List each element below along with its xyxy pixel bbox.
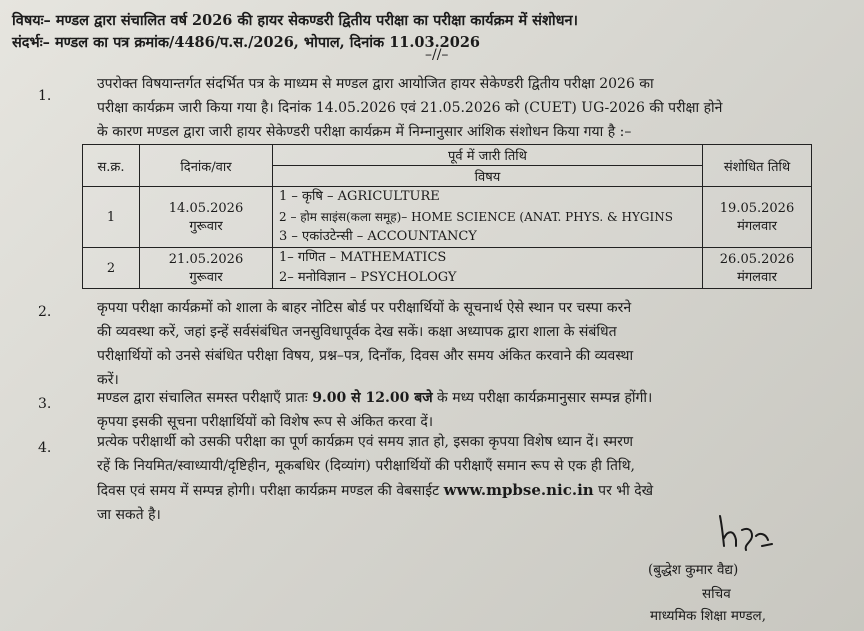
point-3-text — [97, 386, 839, 434]
point-2-line: कृपया परीक्षा कार्यक्रमों को शाला के बाहर नोटिस बोर्ड पर परीक्षार्थियों के सूचनार्थ ऐसे स्थान पर चस्पा करने — [97, 300, 632, 316]
point-2-line: की व्यवस्था करें, जहां इन्हें सर्वसंबंधित जनसुविधापूर्वक देख सकें। कक्षा अध्यापक द्वारा शाला के संबंधित — [97, 324, 617, 340]
point-1-line: उपरोक्त विषयान्तर्गत संदर्भित पत्र के माध्यम से मण्डल द्वारा आयोजित हायर सेकेण्डरी द्वितीय परीक्षा 2026 का — [97, 76, 654, 92]
point-4-line: रहें कि नियमित/स्वाध्यायी/दृष्टिहीन, मूकबधिर (दिव्यांग) परीक्षार्थियों की परीक्षाएँ समान रूप से एक ही तिथि, — [97, 458, 636, 474]
table-row — [83, 187, 812, 248]
row-revised-day: मंगलवार — [737, 269, 777, 285]
exam-time: 9.00 से 12.00 बजे — [312, 390, 433, 406]
row-revised-cell — [703, 187, 812, 248]
point-3-pre: मण्डल द्वारा संचालित समस्त परीक्षाएँ प्रातः — [97, 390, 313, 406]
row-revised-date: 19.05.2026 — [719, 200, 795, 216]
point-2-text — [97, 296, 839, 392]
col-previous-header: पूर्व में जारी तिथि — [273, 145, 703, 166]
signatory-designation: सचिव — [702, 586, 731, 602]
signature-mark — [716, 510, 786, 554]
point-4-number: 4. — [38, 440, 52, 456]
point-4-post: पर भी देखे — [593, 483, 654, 499]
row-date-cell — [140, 187, 273, 248]
subject-text: मण्डल द्वारा संचालित वर्ष 2026 की हायर सेकण्डरी द्वितीय परीक्षा का परीक्षा कार्यक्रम में संशोधन। — [55, 12, 579, 29]
signatory-organization: माध्यमिक शिक्षा मण्डल, — [650, 608, 767, 624]
point-2-number: 2. — [38, 304, 52, 320]
row-revised-date: 26.05.2026 — [719, 251, 795, 267]
point-2-line: परीक्षार्थियों को उनसे संबंधित परीक्षा विषय, प्रश्न–पत्र, दिनाँक, दिवस और समय अंकित करवाने की व्यवस्था — [97, 348, 634, 364]
reference-line — [12, 32, 480, 52]
point-3-number: 3. — [38, 396, 52, 412]
revision-table — [82, 144, 812, 289]
row-day: गुरूवार — [189, 218, 223, 234]
point-3-line: कृपया इसकी सूचना परीक्षार्थियों को विशेष रूप से अंकित करवा दें। — [97, 414, 434, 430]
row-date: 21.05.2026 — [168, 251, 244, 267]
subject-item: 2 – होम साइंस(कला समूह)– HOME SCIENCE (ANAT. PHYS. & HYGINS — [279, 210, 673, 224]
separator: –//– — [425, 47, 449, 63]
row-date: 14.05.2026 — [168, 200, 244, 216]
point-4-line — [97, 478, 839, 503]
point-1-line: के कारण मण्डल द्वारा जारी हायर सेकेण्डरी परीक्षा कार्यक्रम में निम्नानुसार आंशिक संशोधन किया गया है :– — [97, 124, 632, 140]
point-4-line: प्रत्येक परीक्षार्थी को उसकी परीक्षा का पूर्ण कार्यक्रम एवं समय ज्ञात हो, इसका कृपया विशेष ध्यान दें। स्मरण — [97, 434, 633, 450]
point-1-number: 1. — [38, 88, 52, 104]
row-serial: 2 — [83, 248, 140, 289]
row-subjects — [273, 248, 703, 289]
table-row — [83, 248, 812, 289]
row-revised-day: मंगलवार — [737, 218, 777, 234]
subject-item: 2– मनोविज्ञान – PSYCHOLOGY — [279, 270, 457, 285]
point-1-line: परीक्षा कार्यक्रम जारी किया गया है। दिनांक 14.05.2026 एवं 21.05.2026 को (CUET) UG-2026 की परीक्षा होने — [97, 100, 723, 116]
point-4-line: जा सकते है। — [97, 507, 161, 523]
col-revised-header: संशोधित तिथि — [703, 145, 812, 187]
col-subject-header: विषय — [273, 166, 703, 187]
row-subjects — [273, 187, 703, 248]
subject-item: 1 – कृषि – AGRICULTURE — [279, 189, 440, 204]
point-3-post: के मध्य परीक्षा कार्यक्रमानुसार सम्पन्न होंगी। — [432, 390, 653, 406]
col-date-header: दिनांक/वार — [140, 145, 273, 187]
subject-label: विषयः– — [12, 12, 51, 29]
subject-item: 1– गणित – MATHEMATICS — [279, 250, 447, 265]
signatory-name: (बुद्धेश कुमार वैद्य) — [648, 562, 739, 578]
row-serial: 1 — [83, 187, 140, 248]
col-serial-header: स.क्र. — [83, 145, 140, 187]
point-3-line — [97, 386, 839, 410]
row-day: गुरूवार — [189, 269, 223, 285]
reference-text: मण्डल का पत्र क्रमांक/4486/प.स./2026, भोपाल, दिनांक 11.03.2026 — [54, 34, 481, 51]
row-date-cell — [140, 248, 273, 289]
website-link[interactable]: www.mpbse.nic.in — [443, 481, 594, 499]
point-4-pre: दिवस एवं समय में सम्पन्न होगी। परीक्षा कार्यक्रम मण्डल की वेबसाईट — [97, 483, 444, 499]
subject-item: 3 – एकांउटेन्सी – ACCOUNTANCY — [279, 229, 477, 244]
point-2-line: करें। — [97, 372, 119, 388]
row-revised-cell — [703, 248, 812, 289]
subject-line — [12, 10, 578, 30]
reference-label: संदर्भः– — [12, 34, 50, 51]
point-1-text — [97, 72, 839, 144]
